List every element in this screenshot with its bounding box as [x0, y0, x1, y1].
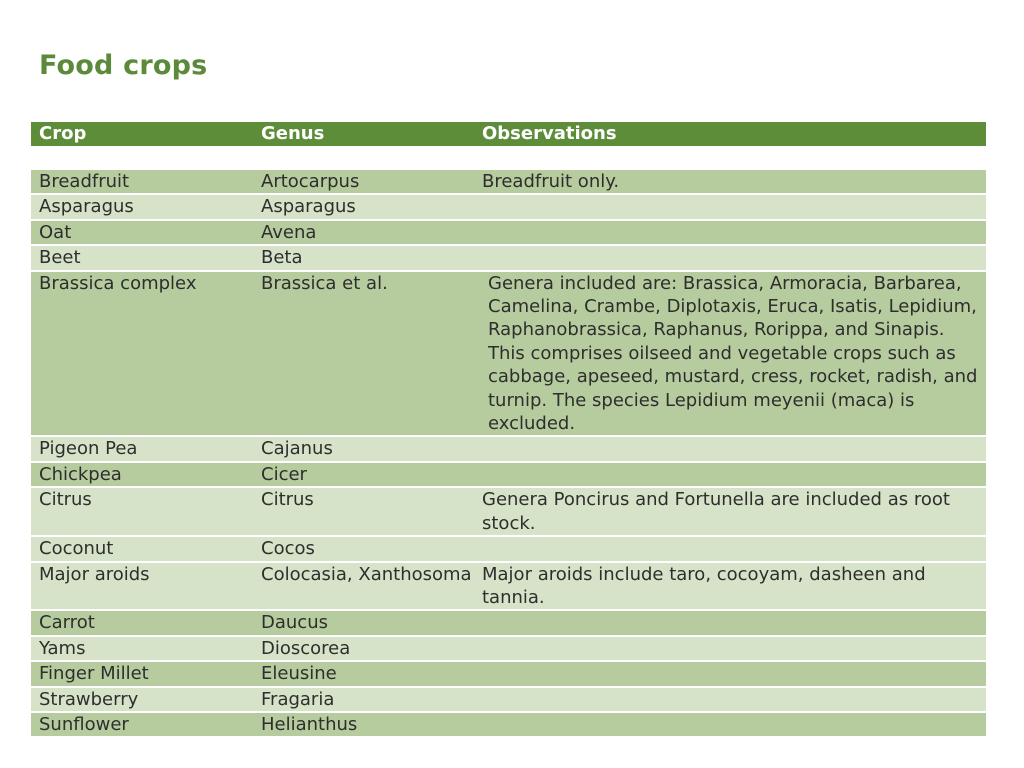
cell-observations: Breadfruit only.	[474, 169, 986, 194]
cell-crop: Brassica complex	[31, 271, 253, 437]
cell-genus: Brassica et al.	[253, 271, 474, 437]
cell-crop: Asparagus	[31, 194, 253, 219]
table-row	[31, 661, 986, 686]
table-row	[31, 194, 986, 219]
table-row	[31, 220, 986, 245]
page-title: Food crops	[39, 50, 208, 81]
cell-genus: Beta	[253, 245, 474, 270]
cell-crop: Carrot	[31, 610, 253, 635]
cell-genus: Artocarpus	[253, 169, 474, 194]
table-row	[31, 462, 986, 487]
cell-observations	[474, 436, 986, 461]
cell-crop: Chickpea	[31, 462, 253, 487]
column-header-crop: Crop	[31, 122, 253, 146]
cell-crop: Sunflower	[31, 712, 253, 737]
cell-crop: Major aroids	[31, 562, 253, 611]
cell-genus: Citrus	[253, 487, 474, 536]
cell-observations	[474, 220, 986, 245]
cell-genus: Avena	[253, 220, 474, 245]
cell-crop: Beet	[31, 245, 253, 270]
table-body	[31, 146, 986, 737]
cell-observations	[474, 687, 986, 712]
cell-genus: Cocos	[253, 536, 474, 561]
table-row	[31, 487, 986, 536]
table-row	[31, 536, 986, 561]
cell-genus: Colocasia, Xanthosoma	[253, 562, 474, 611]
cell-crop: Oat	[31, 220, 253, 245]
cell-observations: Genera Poncirus and Fortunella are included as root stock.	[474, 487, 986, 536]
table-row	[31, 636, 986, 661]
cell-observations	[474, 194, 986, 219]
cell-genus: Eleusine	[253, 661, 474, 686]
cell-genus: Cajanus	[253, 436, 474, 461]
cell-crop: Citrus	[31, 487, 253, 536]
table-header-row	[31, 122, 986, 146]
cell-observations	[474, 636, 986, 661]
table-row	[31, 436, 986, 461]
cell-crop: Strawberry	[31, 687, 253, 712]
cell-genus: Asparagus	[253, 194, 474, 219]
cell-genus: Helianthus	[253, 712, 474, 737]
cell-genus: Cicer	[253, 462, 474, 487]
table-row	[31, 562, 986, 611]
cell-crop: Breadfruit	[31, 169, 253, 194]
cell-genus: Fragaria	[253, 687, 474, 712]
table-row	[31, 712, 986, 737]
cell-observations	[474, 462, 986, 487]
table-row	[31, 687, 986, 712]
cell-observations	[474, 661, 986, 686]
cell-genus: Dioscorea	[253, 636, 474, 661]
table-row	[31, 245, 986, 270]
column-header-observations: Observations	[474, 122, 986, 146]
food-crops-table	[31, 122, 986, 738]
column-header-genus: Genus	[253, 122, 474, 146]
cell-crop: Yams	[31, 636, 253, 661]
table-row	[31, 610, 986, 635]
table-spacer-row	[31, 146, 986, 169]
cell-observations	[474, 610, 986, 635]
cell-observations	[474, 536, 986, 561]
cell-observations: Genera included are: Brassica, Armoracia, Barbarea, Camelina, Crambe, Diplotaxis, Eruca, Isatis, Lepidium, Raphanobrassica, Raphanus, Rorippa, and Sinapis. This comprises oilseed and vegetable crops such as cabbage, apeseed, mustard, cress, rocket, radish, and turnip. The species Lepidium meyenii (maca) is excluded.	[474, 271, 986, 437]
cell-observations: Major aroids include taro, cocoyam, dasheen and tannia.	[474, 562, 986, 611]
cell-observations	[474, 712, 986, 737]
cell-crop: Finger Millet	[31, 661, 253, 686]
cell-genus: Daucus	[253, 610, 474, 635]
table-row	[31, 169, 986, 194]
cell-crop: Pigeon Pea	[31, 436, 253, 461]
table-row	[31, 271, 986, 437]
cell-crop: Coconut	[31, 536, 253, 561]
cell-observations	[474, 245, 986, 270]
